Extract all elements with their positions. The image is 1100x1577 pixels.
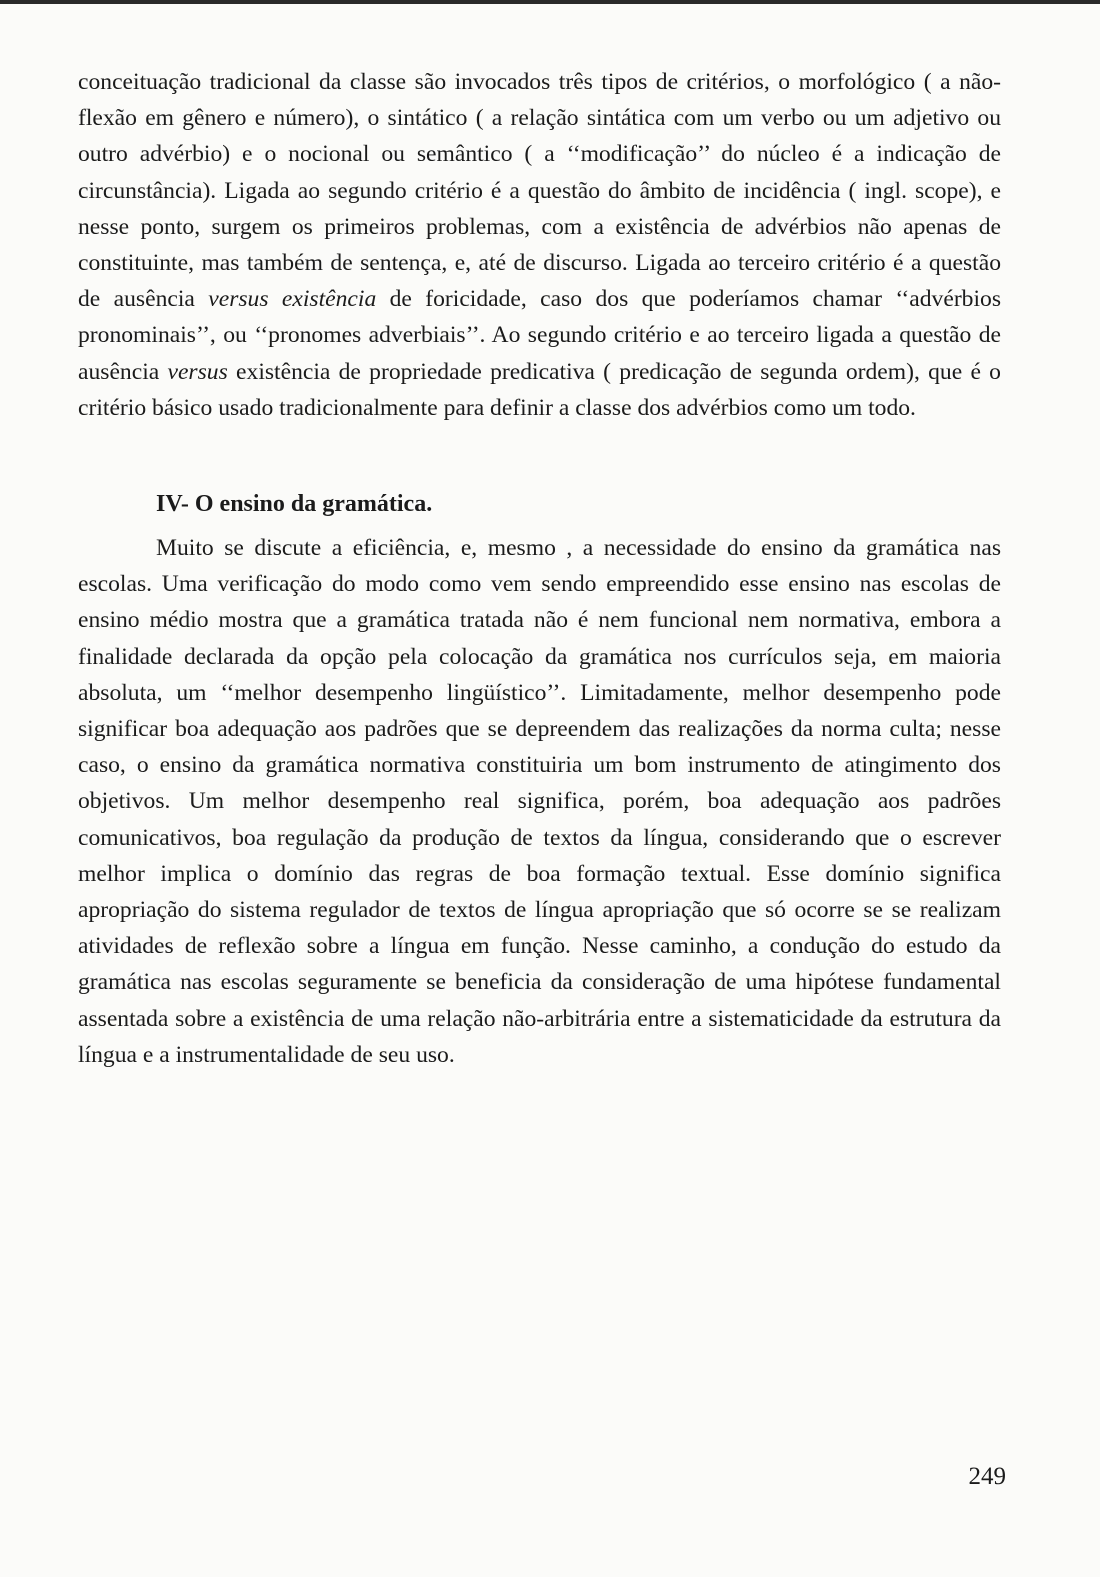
paragraph-grammar-teaching: Muito se discute a eficiência, e, mesmo , a necessidade do ensino da gramática nas escolas. Uma verificação do modo como vem sendo empreendido esse ensino nas escolas de ensino médio mostra que a gramática tratada não é nem funcional nem normativa, embora a finalidade declarada da opção pela colocação da gramática nos currículos seja, em maioria absoluta, um ‘‘melhor desempenho lingüístico’’. Limitadamente, melhor desempenho pode significar boa adequação aos padrões que se depreendem das realizações da norma culta; nesse caso, o ensino da gramática normativa constituiria um bom instrumento de atingimento dos objetivos. Um melhor desempenho real significa, porém, boa adequação aos padrões comunicativos, boa regulação da produção de textos da língua, considerando que o escrever melhor implica o domínio das regras de boa formação textual. Esse domínio significa apropriação do sistema regulador de textos de língua apropriação que só ocorre se se realizam atividades de reflexão sobre a língua em função. Nesse caminho, a condução do estudo da gramática nas escolas seguramente se beneficia da consideração de uma hipótese fundamental assentada sobre a existência de uma relação não-arbitrária entre a sistematicidade da estrutura da língua e a instrumentalidade de seu uso. [78,535,1001,1068]
italic-term: versus [167,358,228,385]
paragraph-text-run: conceituação tradicional da classe são invocados três tipos de critérios, o morfológico ( a não-flexão em gênero e número), o sintático ( a relação sintática com um verbo ou um adjetivo ou outro advérbio) e o nocional ou semântico ( a ‘‘modificação’’ do núcleo é a indicação de circunstância). Ligada ao segundo critério é a questão do âmbito de incidência ( ingl. scope), e nesse ponto, surgem os primeiros problemas, com a existência de advérbios não apenas de constituinte, mas também de sentença, e, até de discurso. Ligada ao terceiro critério é a questão de ausência [78,69,1001,313]
page-number: 249 [968,1463,1006,1490]
paragraph-text-run: existência de propriedade predicativa ( predicação de segunda ordem), que é o critério básico usado tradicionalmente para definir a classe dos advérbios como um todo. [78,358,1001,421]
paragraph-text-run: de foricidade, caso dos que poderíamos chamar ‘‘advérbios pronominais’’, ou ‘‘pronomes adverbiais’’. Ao segundo critério e ao terceiro ligada a questão de ausência [78,286,1002,385]
page-body [78,64,1001,1073]
italic-term: versus existência [208,286,377,313]
paragraph-adverb-criteria [78,64,1001,426]
section-heading: IV- O ensino da gramática. [156,491,433,518]
page-top-edge [0,0,1100,4]
